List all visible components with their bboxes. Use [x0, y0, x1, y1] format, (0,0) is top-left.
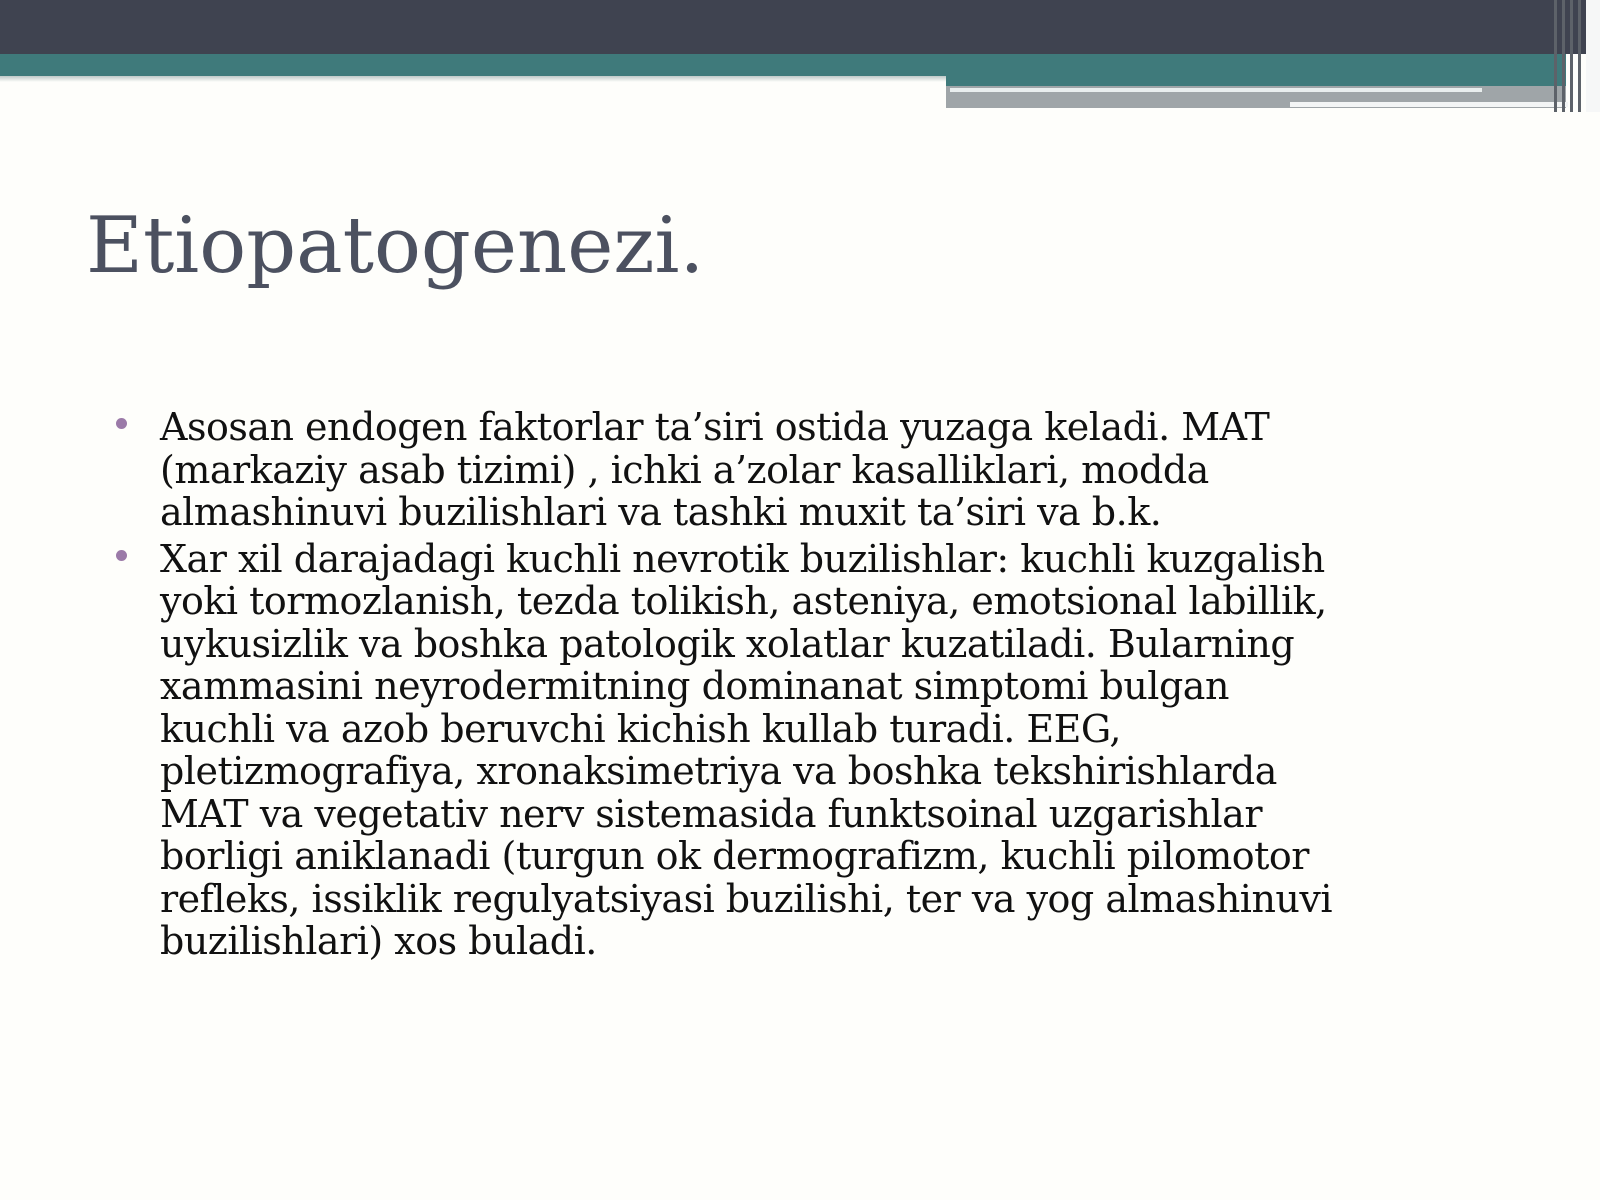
bullet-dot-icon — [116, 550, 127, 561]
bullet-text-line: almashinuvi buzilishlari va tashki muxit ta’siri va b.k. — [160, 490, 1162, 534]
bullet-list — [110, 406, 1560, 967]
bullet-text-line: MAT va vegetativ nerv sistemasida funktsoinal uzgarishlar — [160, 791, 1262, 836]
bullet-text-line: buzilishlari) xos buladi. — [160, 919, 597, 963]
header-band-shadow — [0, 76, 946, 82]
header-edge-stripe — [1570, 0, 1573, 112]
header-edge-stripe — [1562, 0, 1565, 112]
header-edge-stripe — [1586, 0, 1600, 112]
bullet-text-line: pletizmografiya, xronaksimetriya va boshka tekshirishlarda — [160, 749, 1277, 793]
bullet-dot-icon — [116, 418, 127, 429]
header-accent-line — [1290, 102, 1568, 107]
header-accent-line — [950, 88, 1482, 92]
bullet-text-line: xammasini neyrodermitning dominanat simptomi bulgan — [160, 664, 1229, 708]
header-edge-stripe — [1554, 0, 1557, 112]
bullet-item — [110, 406, 1560, 534]
header-edge-stripe — [1578, 0, 1581, 112]
header-band-dark — [0, 0, 1600, 54]
slide-title: Etiopatogenezi. — [86, 201, 705, 291]
bullet-text-line: (markaziy asab tizimi) , ichki a’zolar kasalliklari, modda — [160, 447, 1209, 492]
bullet-text-line: Asosan endogen faktorlar ta’siri ostida yuzaga keladi. MAT — [160, 405, 1270, 449]
header-band-teal-left — [0, 54, 946, 76]
bullet-text-line: yoki tormozlanish, tezda tolikish, asteniya, emotsional labillik, — [160, 579, 1327, 623]
bullet-text-line: borligi aniklanadi (turgun ok dermografizm, kuchli pilomotor — [160, 834, 1309, 878]
bullet-text-line: uykusizlik va boshka patologik xolatlar kuzatiladi. Bularning — [160, 621, 1295, 666]
bullet-text-line: kuchli va azob beruvchi kichish kullab turadi. EEG, — [160, 706, 1121, 751]
bullet-text-line: refleks, issiklik regulyatsiyasi buzilishi, ter va yog almashinuvi — [160, 876, 1333, 921]
bullet-text-line: Xar xil darajadagi kuchli nevrotik buzilishlar: kuchli kuzgalish — [160, 536, 1325, 581]
header-band-teal-right — [946, 54, 1566, 86]
bullet-item — [110, 538, 1560, 963]
